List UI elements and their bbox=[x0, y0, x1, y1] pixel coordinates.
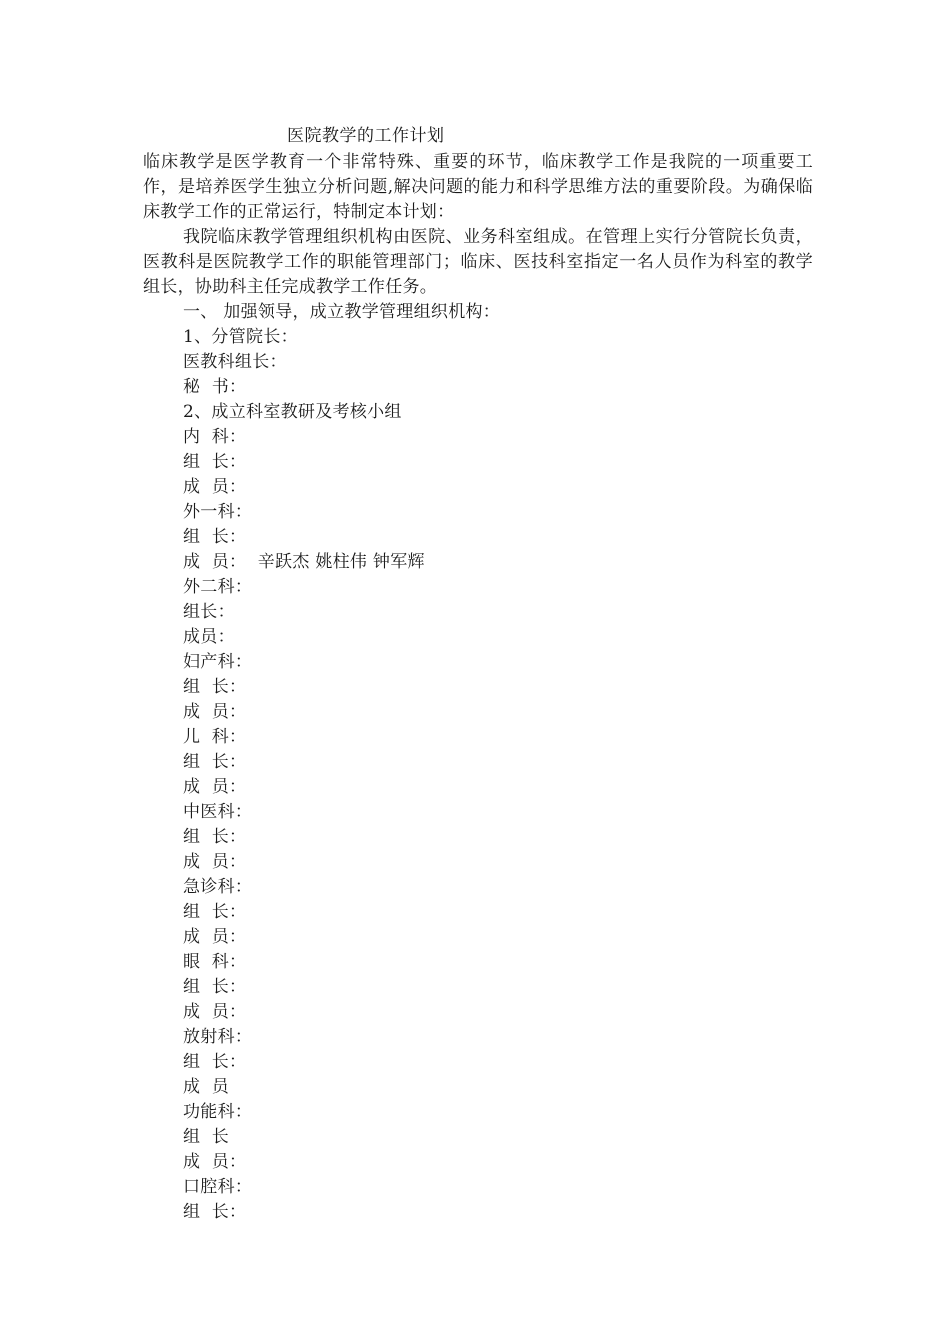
list-item: 成 员： bbox=[183, 477, 247, 497]
list-item: 成 员： bbox=[183, 1002, 247, 1022]
document-title: 医院教学的工作计划 bbox=[287, 126, 445, 146]
list-item: 1、分管院长： bbox=[183, 327, 298, 347]
list-item: 组 长： bbox=[183, 902, 247, 922]
list-item: 功能科： bbox=[183, 1102, 253, 1122]
intro-paragraph: 临床教学是医学教育一个非常特殊、重要的环节，临床教学工作是我院的一项重要工作，是培养医学生独立分析问题,解决问题的能力和科学思维方法的重要阶段。为确保临床教学工作的正常运行，特制定本计划： bbox=[143, 152, 813, 222]
list-item: 组 长： bbox=[183, 1202, 247, 1222]
list-item: 成员： bbox=[183, 627, 235, 647]
list-item: 中医科： bbox=[183, 802, 253, 822]
list-item: 组长： bbox=[183, 602, 235, 622]
list-item: 眼 科： bbox=[183, 952, 247, 972]
list-item: 组 长 bbox=[183, 1127, 230, 1147]
list-item: 儿 科： bbox=[183, 727, 247, 747]
list-item: 放射科： bbox=[183, 1027, 253, 1047]
list-item: 组 长： bbox=[183, 677, 247, 697]
list-item: 内 科： bbox=[183, 427, 247, 447]
list-item: 组 长： bbox=[183, 752, 247, 772]
list-item: 成 员： bbox=[183, 777, 247, 797]
list-item: 成 员： bbox=[183, 852, 247, 872]
list-item: 成 员： bbox=[183, 702, 247, 722]
list-item: 组 长： bbox=[183, 1052, 247, 1072]
list-item: 秘 书： bbox=[183, 377, 247, 397]
list-item: 组 长： bbox=[183, 527, 247, 547]
list-item: 妇产科： bbox=[183, 652, 253, 672]
list-item: 外二科： bbox=[183, 577, 253, 597]
list-item: 成 员： bbox=[183, 1152, 247, 1172]
list-item: 成 员： 辛跃杰 姚柱伟 钟军辉 bbox=[183, 552, 425, 572]
list-item: 组 长： bbox=[183, 452, 247, 472]
list-item: 组 长： bbox=[183, 827, 247, 847]
list-item: 急诊科： bbox=[183, 877, 253, 897]
list-item: 口腔科： bbox=[183, 1177, 253, 1197]
list-item: 外一科： bbox=[183, 502, 253, 522]
list-item: 2、成立科室教研及考核小组 bbox=[183, 402, 402, 422]
list-item: 一、 加强领导，成立教学管理组织机构： bbox=[183, 302, 501, 322]
list-item: 成 员： bbox=[183, 927, 247, 947]
organization-paragraph: 我院临床教学管理组织机构由医院、业务科室组成。在管理上实行分管院长负责，医教科是医院教学工作的职能管理部门；临床、医技科室指定一名人员作为科室的教学组长，协助科主任完成教学工作任务。 bbox=[143, 227, 813, 297]
list-item: 组 长： bbox=[183, 977, 247, 997]
list-item: 医教科组长： bbox=[183, 352, 287, 372]
committee-list bbox=[183, 300, 500, 1225]
list-item: 成 员 bbox=[183, 1077, 230, 1097]
